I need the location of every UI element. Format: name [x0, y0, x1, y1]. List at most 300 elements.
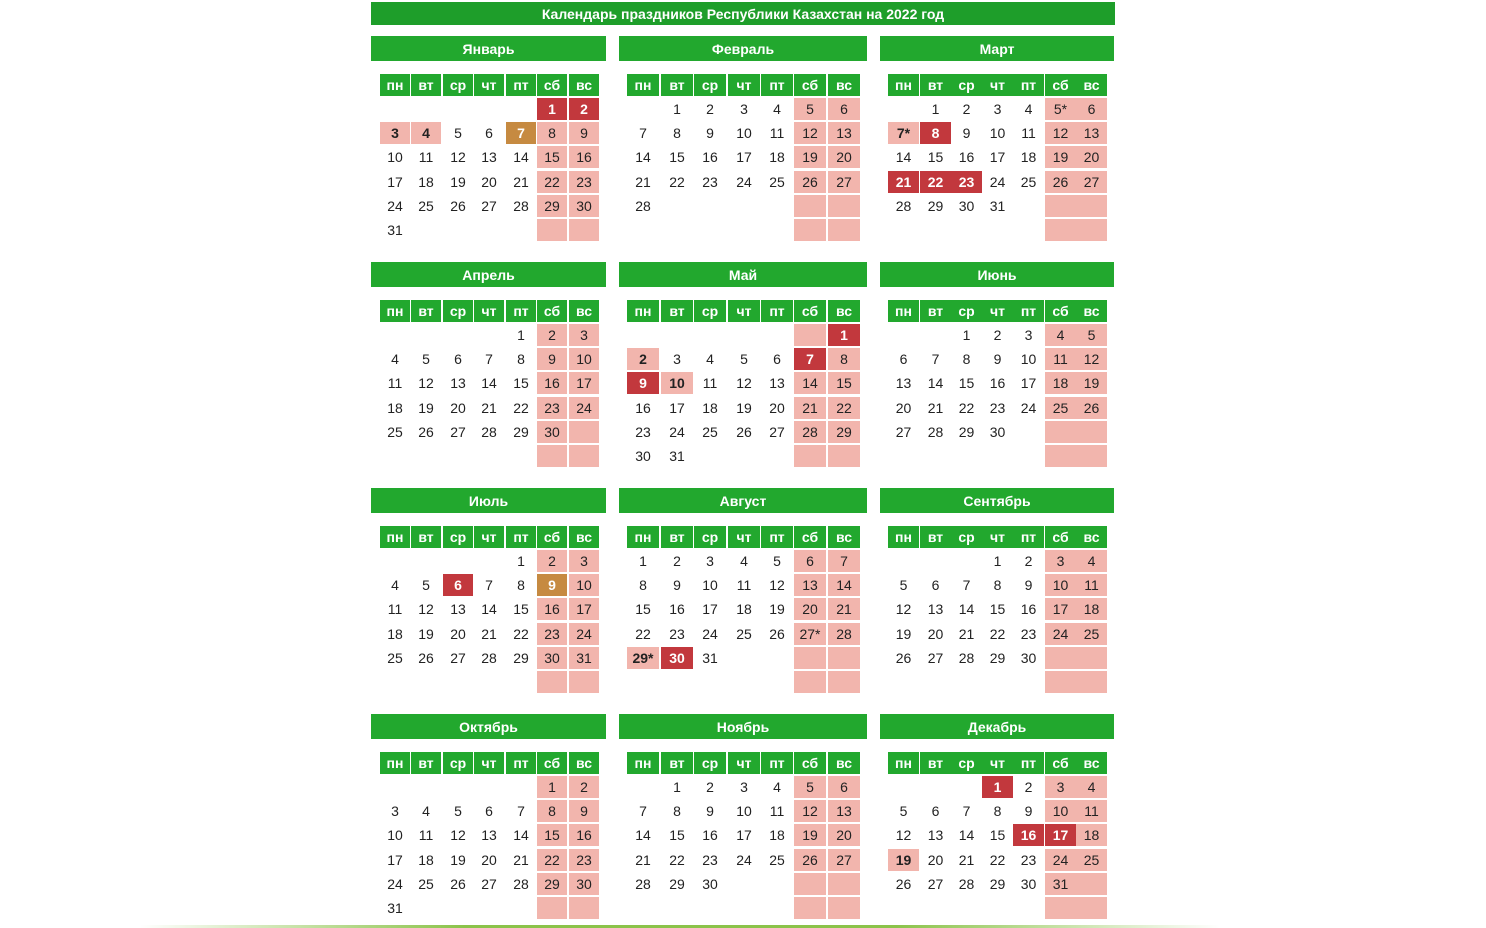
- day-cell: 30: [569, 195, 599, 217]
- empty-weekend-cell: [1076, 873, 1107, 895]
- day-cell: 15: [669, 827, 685, 843]
- day-cell: 18: [418, 174, 434, 190]
- day-cell: 23: [1020, 852, 1037, 868]
- day-cell: 24: [387, 876, 403, 892]
- day-cell: 27: [927, 650, 944, 666]
- day-cell: 19: [1076, 372, 1107, 394]
- day-cell: 19: [794, 824, 826, 846]
- day-cell: 5: [422, 577, 430, 593]
- day-cell: 19: [769, 601, 785, 617]
- day-cell: 24: [569, 623, 599, 645]
- day-cell: 13: [828, 800, 860, 822]
- month-name: Октябрь: [371, 714, 606, 739]
- calendar-title: Календарь праздников Республики Казахстан на 2022 год: [371, 2, 1115, 25]
- day-cell: 9: [1024, 577, 1033, 593]
- day-cell: 6: [899, 351, 908, 367]
- day-cell: 23: [669, 626, 685, 642]
- day-cell: 13: [927, 827, 944, 843]
- day-cell: 12: [418, 375, 434, 391]
- day-cell: 12: [450, 827, 466, 843]
- day-cell: 20: [927, 852, 944, 868]
- day-cell: 20: [481, 852, 497, 868]
- day-cell: 26: [895, 876, 912, 892]
- day-cell: 5: [899, 577, 908, 593]
- day-cell: 25: [418, 876, 434, 892]
- day-cell: 17: [569, 372, 599, 394]
- empty-weekend-cell: [828, 873, 860, 895]
- empty-weekend-cell: [794, 873, 826, 895]
- day-cell: 11: [769, 125, 785, 141]
- day-cell: 17: [702, 601, 718, 617]
- empty-weekend-cell: [1045, 219, 1076, 241]
- day-cell: 29: [537, 195, 567, 217]
- day-cell: 23: [989, 400, 1006, 416]
- day-cell: 10: [702, 577, 718, 593]
- day-cell: 21: [513, 174, 529, 190]
- weekday-header: вт: [411, 526, 441, 548]
- day-cell: 5: [1076, 324, 1107, 346]
- day-cell: 4: [391, 351, 399, 367]
- weekday-header: сб: [537, 526, 567, 548]
- day-cell: 27: [828, 171, 860, 193]
- day-cell: 22: [828, 397, 860, 419]
- weekday-header: чт: [474, 526, 504, 548]
- weekday-header: ср: [951, 526, 982, 548]
- day-cell: 22: [513, 400, 529, 416]
- day-cell: 27: [450, 650, 466, 666]
- empty-weekend-cell: [828, 897, 860, 919]
- day-cell: 8: [537, 122, 567, 144]
- day-cell: 21: [481, 626, 497, 642]
- day-cell: 3: [740, 101, 748, 117]
- day-cell: 6: [443, 574, 473, 596]
- day-cell: 9: [706, 125, 714, 141]
- empty-weekend-cell: [569, 671, 599, 693]
- day-cell: 27: [481, 876, 497, 892]
- day-cell: 5: [454, 803, 462, 819]
- day-cell: 4: [740, 553, 748, 569]
- day-cell: 14: [895, 149, 912, 165]
- weekday-header: сб: [794, 752, 826, 774]
- month-name: Июль: [371, 488, 606, 513]
- day-cell: 23: [537, 397, 567, 419]
- weekday-header: вт: [411, 752, 441, 774]
- day-cell: 19: [450, 174, 466, 190]
- day-cell: 22: [920, 171, 951, 193]
- day-cell: 21: [888, 171, 919, 193]
- month-name: Сентябрь: [880, 488, 1114, 513]
- day-cell: 13: [450, 601, 466, 617]
- weekday-header: ср: [694, 300, 726, 322]
- day-cell: 13: [769, 375, 785, 391]
- day-cell: 30: [1020, 876, 1037, 892]
- weekday-header: сб: [537, 74, 567, 96]
- day-cell: 17: [387, 852, 403, 868]
- day-cell: 1: [673, 779, 681, 795]
- empty-weekend-cell: [1076, 219, 1107, 241]
- day-cell: 3: [673, 351, 681, 367]
- empty-weekend-cell: [569, 897, 599, 919]
- day-cell: 23: [635, 424, 651, 440]
- day-cell: 29: [537, 873, 567, 895]
- day-cell: 5: [794, 98, 826, 120]
- weekday-header: вт: [920, 752, 951, 774]
- day-cell: 20: [450, 626, 466, 642]
- day-cell: 6: [1076, 98, 1107, 120]
- day-cell: 3: [1024, 327, 1033, 343]
- day-cell: 19: [1045, 146, 1076, 168]
- day-cell: 6: [485, 803, 493, 819]
- weekday-header: сб: [794, 74, 826, 96]
- weekday-header: ср: [443, 752, 473, 774]
- day-cell: 31: [387, 900, 403, 916]
- weekday-header: пн: [380, 526, 410, 548]
- weekday-header: пн: [627, 74, 659, 96]
- weekday-header: сб: [1045, 752, 1076, 774]
- weekday-header: ср: [951, 74, 982, 96]
- day-cell: 2: [569, 776, 599, 798]
- day-cell: 15: [958, 375, 975, 391]
- day-cell: 1: [517, 327, 525, 343]
- day-cell: 10: [1045, 800, 1076, 822]
- weekday-header: пн: [380, 300, 410, 322]
- day-cell: 7: [828, 550, 860, 572]
- weekday-header: вс: [828, 300, 860, 322]
- day-cell: 16: [958, 149, 975, 165]
- weekday-header: вт: [411, 74, 441, 96]
- day-cell: 1: [828, 324, 860, 346]
- day-cell: 31: [387, 222, 403, 238]
- empty-weekend-cell: [537, 897, 567, 919]
- empty-weekend-cell: [1076, 421, 1107, 443]
- day-cell: 16: [537, 372, 567, 394]
- day-cell: 26: [736, 424, 752, 440]
- empty-weekend-cell: [1076, 647, 1107, 669]
- day-cell: 14: [794, 372, 826, 394]
- day-cell: 24: [702, 626, 718, 642]
- day-cell: 24: [1045, 849, 1076, 871]
- day-cell: 7: [931, 351, 940, 367]
- empty-weekend-cell: [794, 195, 826, 217]
- day-cell: 5: [454, 125, 462, 141]
- day-cell: 20: [1076, 146, 1107, 168]
- day-cell: 8: [993, 803, 1002, 819]
- day-cell: 26: [450, 198, 466, 214]
- day-cell: 2: [993, 327, 1002, 343]
- month-name: Август: [619, 488, 867, 513]
- day-cell: 22: [537, 849, 567, 871]
- empty-weekend-cell: [1045, 897, 1076, 919]
- day-cell: 14: [958, 827, 975, 843]
- weekday-header: пн: [380, 752, 410, 774]
- empty-weekend-cell: [569, 421, 599, 443]
- day-cell: 7: [485, 577, 493, 593]
- weekday-header: пт: [761, 74, 793, 96]
- day-cell: 9: [993, 351, 1002, 367]
- month-name: Март: [880, 36, 1114, 61]
- day-cell: 18: [387, 626, 403, 642]
- empty-weekend-cell: [794, 897, 826, 919]
- weekday-header: вс: [1076, 74, 1107, 96]
- day-cell: 14: [958, 601, 975, 617]
- day-cell: 21: [794, 397, 826, 419]
- day-cell: 17: [1045, 824, 1076, 846]
- day-cell: 22: [989, 852, 1006, 868]
- empty-weekend-cell: [1045, 671, 1076, 693]
- empty-weekend-cell: [828, 195, 860, 217]
- weekday-header: вт: [920, 526, 951, 548]
- empty-weekend-cell: [1045, 647, 1076, 669]
- weekday-header: вс: [569, 752, 599, 774]
- empty-weekend-cell: [537, 671, 567, 693]
- empty-weekend-cell: [794, 647, 826, 669]
- day-cell: 28: [828, 623, 860, 645]
- month-name: Январь: [371, 36, 606, 61]
- weekday-header: вт: [411, 300, 441, 322]
- day-cell: 3: [1045, 776, 1076, 798]
- day-cell: 25: [1076, 623, 1107, 645]
- day-cell: 1: [982, 776, 1013, 798]
- day-cell: 27: [828, 849, 860, 871]
- day-cell: 15: [669, 149, 685, 165]
- day-cell: 7: [962, 577, 971, 593]
- day-cell: 2: [706, 101, 714, 117]
- day-cell: 3: [993, 101, 1002, 117]
- day-cell: 7: [485, 351, 493, 367]
- day-cell: 25: [1045, 397, 1076, 419]
- weekday-header: пн: [888, 526, 919, 548]
- day-cell: 8: [517, 577, 525, 593]
- day-cell: 28: [927, 424, 944, 440]
- day-cell: 31: [569, 647, 599, 669]
- weekday-header: пн: [627, 300, 659, 322]
- day-cell: 20: [895, 400, 912, 416]
- weekday-header: чт: [728, 300, 760, 322]
- day-cell: 4: [706, 351, 714, 367]
- weekday-header: вс: [569, 526, 599, 548]
- day-cell: 4: [411, 122, 441, 144]
- day-cell: 19: [794, 146, 826, 168]
- day-cell: 18: [736, 601, 752, 617]
- day-cell: 3: [569, 550, 599, 572]
- weekday-header: чт: [982, 752, 1013, 774]
- day-cell: 20: [481, 174, 497, 190]
- day-cell: 16: [669, 601, 685, 617]
- weekday-header: сб: [794, 300, 826, 322]
- weekday-header: вс: [569, 74, 599, 96]
- day-cell: 12: [769, 577, 785, 593]
- day-cell: 21: [927, 400, 944, 416]
- day-cell: 9: [673, 577, 681, 593]
- day-cell: 15: [537, 146, 567, 168]
- day-cell: 14: [635, 827, 651, 843]
- day-cell: 18: [769, 149, 785, 165]
- day-cell: 16: [537, 598, 567, 620]
- weekday-header: сб: [537, 300, 567, 322]
- day-cell: 10: [387, 827, 403, 843]
- day-cell: 17: [736, 827, 752, 843]
- day-cell: 26: [794, 171, 826, 193]
- day-cell: 13: [1076, 122, 1107, 144]
- day-cell: 29: [828, 421, 860, 443]
- empty-weekend-cell: [828, 445, 860, 467]
- day-cell: 11: [1021, 125, 1036, 141]
- weekday-header: сб: [1045, 74, 1076, 96]
- day-cell: 3: [380, 122, 410, 144]
- day-cell: 12: [895, 601, 912, 617]
- day-cell: 29: [989, 650, 1006, 666]
- day-cell: 30: [537, 421, 567, 443]
- weekday-header: вс: [828, 752, 860, 774]
- day-cell: 26: [895, 650, 912, 666]
- day-cell: 19: [450, 852, 466, 868]
- day-cell: 8: [673, 125, 681, 141]
- day-cell: 27: [895, 424, 912, 440]
- day-cell: 21: [635, 174, 651, 190]
- day-cell: 10: [736, 803, 752, 819]
- weekday-header: сб: [537, 752, 567, 774]
- day-cell: 22: [537, 171, 567, 193]
- day-cell: 14: [481, 601, 497, 617]
- day-cell: 12: [1076, 348, 1107, 370]
- weekday-header: пт: [1013, 752, 1044, 774]
- day-cell: 1: [639, 553, 647, 569]
- day-cell: 25: [1076, 849, 1107, 871]
- day-cell: 12: [794, 800, 826, 822]
- day-cell: 26: [418, 424, 434, 440]
- day-cell: 9: [537, 348, 567, 370]
- weekday-header: вт: [661, 74, 693, 96]
- day-cell: 24: [569, 397, 599, 419]
- weekday-header: пн: [627, 752, 659, 774]
- weekday-header: вт: [661, 526, 693, 548]
- weekday-header: чт: [728, 752, 760, 774]
- day-cell: 27: [927, 876, 944, 892]
- day-cell: 10: [569, 348, 599, 370]
- month-name: Июнь: [880, 262, 1114, 287]
- day-cell: 23: [951, 171, 982, 193]
- day-cell: 20: [794, 598, 826, 620]
- day-cell: 12: [736, 375, 752, 391]
- day-cell: 24: [669, 424, 685, 440]
- day-cell: 8: [537, 800, 567, 822]
- day-cell: 14: [828, 574, 860, 596]
- day-cell: 15: [513, 375, 529, 391]
- day-cell: 21: [481, 400, 497, 416]
- day-cell: 29: [927, 198, 944, 214]
- day-cell: 26: [769, 626, 785, 642]
- day-cell: 18: [1045, 372, 1076, 394]
- day-cell: 29*: [627, 647, 659, 669]
- day-cell: 11: [736, 577, 752, 593]
- day-cell: 18: [418, 852, 434, 868]
- day-cell: 28: [635, 198, 651, 214]
- day-cell: 19: [736, 400, 752, 416]
- day-cell: 21: [635, 852, 651, 868]
- day-cell: 8: [517, 351, 525, 367]
- weekday-header: чт: [728, 74, 760, 96]
- day-cell: 27: [769, 424, 785, 440]
- day-cell: 26: [450, 876, 466, 892]
- day-cell: 25: [702, 424, 718, 440]
- day-cell: 26: [418, 650, 434, 666]
- day-cell: 4: [422, 803, 430, 819]
- day-cell: 22: [635, 626, 651, 642]
- weekday-header: пт: [506, 526, 536, 548]
- day-cell: 14: [513, 827, 529, 843]
- day-cell: 4: [773, 779, 781, 795]
- weekday-header: ср: [694, 74, 726, 96]
- day-cell: 16: [569, 824, 599, 846]
- day-cell: 16: [635, 400, 651, 416]
- day-cell: 12: [418, 601, 434, 617]
- empty-weekend-cell: [1076, 671, 1107, 693]
- day-cell: 2: [962, 101, 971, 117]
- weekday-header: вс: [828, 526, 860, 548]
- day-cell: 7: [517, 803, 525, 819]
- day-cell: 21: [958, 852, 975, 868]
- day-cell: 1: [962, 327, 971, 343]
- weekday-header: пт: [761, 752, 793, 774]
- day-cell: 23: [702, 852, 718, 868]
- weekday-header: вс: [1076, 752, 1107, 774]
- weekday-header: пн: [888, 752, 919, 774]
- day-cell: 22: [513, 626, 529, 642]
- day-cell: 16: [1013, 824, 1044, 846]
- day-cell: 10: [1045, 574, 1076, 596]
- weekday-header: вт: [661, 752, 693, 774]
- day-cell: 22: [958, 400, 975, 416]
- weekday-header: вт: [920, 300, 951, 322]
- day-cell: 23: [702, 174, 718, 190]
- weekday-header: пт: [1013, 526, 1044, 548]
- day-cell: 1: [537, 98, 567, 120]
- day-cell: 28: [794, 421, 826, 443]
- day-cell: 20: [927, 626, 944, 642]
- weekday-header: пт: [1013, 74, 1044, 96]
- day-cell: 3: [1045, 550, 1076, 572]
- day-cell: 16: [702, 149, 718, 165]
- day-cell: 28: [635, 876, 651, 892]
- weekday-header: пт: [1013, 300, 1044, 322]
- day-cell: 25: [769, 852, 785, 868]
- day-cell: 16: [989, 375, 1006, 391]
- day-cell: 7*: [888, 122, 919, 144]
- month-name: Ноябрь: [619, 714, 867, 739]
- day-cell: 25: [387, 424, 403, 440]
- day-cell: 31: [669, 448, 685, 464]
- day-cell: 7: [639, 125, 647, 141]
- day-cell: 21: [513, 852, 529, 868]
- day-cell: 14: [481, 375, 497, 391]
- weekday-header: чт: [474, 300, 504, 322]
- day-cell: 30: [661, 647, 693, 669]
- day-cell: 2: [1024, 553, 1033, 569]
- day-cell: 25: [769, 174, 785, 190]
- day-cell: 10: [989, 125, 1006, 141]
- day-cell: 1: [517, 553, 525, 569]
- day-cell: 4: [773, 101, 781, 117]
- weekday-header: пт: [506, 752, 536, 774]
- day-cell: 21: [958, 626, 975, 642]
- day-cell: 13: [450, 375, 466, 391]
- day-cell: 31: [989, 198, 1006, 214]
- day-cell: 12: [450, 149, 466, 165]
- day-cell: 30: [958, 198, 975, 214]
- day-cell: 28: [513, 198, 529, 214]
- day-cell: 6: [454, 351, 462, 367]
- day-cell: 29: [513, 650, 529, 666]
